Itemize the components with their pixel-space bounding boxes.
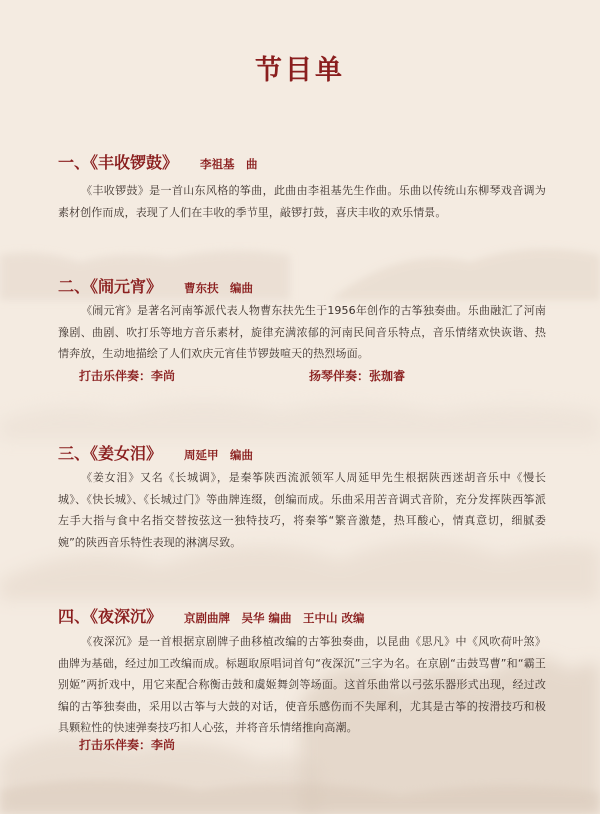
percussion-accompanist: 打击乐伴奏：李尚 — [79, 369, 176, 383]
program-number: 二、 — [58, 277, 91, 296]
yangqin-accompanist: 扬琴伴奏：张珈睿 — [309, 369, 406, 383]
program-number: 四、 — [58, 607, 91, 626]
program-name: 《丰收锣鼓》 — [90, 153, 179, 172]
page-title: 节目单 — [255, 55, 345, 86]
program-number: 三、 — [58, 444, 91, 463]
program-credit: 曹东扶 编曲 — [184, 281, 254, 295]
program-heading — [58, 274, 253, 297]
program-name: 《闹元宵》 — [90, 277, 163, 296]
program-name: 《夜深沉》 — [90, 607, 163, 626]
program-credit: 周延甲 编曲 — [184, 448, 254, 462]
program-description: 《夜深沉》是一首根据京剧牌子曲移植改编的古筝独奏曲，以昆曲《思凡》中《风吹荷叶煞》曲牌为基础，经过加工改编而成。标题取原唱词首句“夜深沉”三字为名。在京剧“击鼓骂曹”和“霸王别姬”两折戏中，用它来配合称衡击鼓和虞姬舞剑等场面。这首乐曲常以弓弦乐器形式出现，经过改编的古筝独奏曲，采用以古筝与大鼓的对话，使音乐感伤而不失犀利，尤其是古筝的按滑技巧和极具颗粒性的快速弹奏技巧扣人心弦，并将音乐情绪推向高潮。 — [58, 635, 546, 734]
program-credit: 李祖基 曲 — [200, 157, 258, 171]
program-name: 《姜女泪》 — [90, 444, 163, 463]
program-heading — [58, 441, 253, 464]
percussion-accompanist: 打击乐伴奏：李尚 — [79, 738, 176, 752]
program-description: 《丰收锣鼓》是一首山东风格的筝曲，此曲由李祖基先生作曲。乐曲以传统山东柳琴戏音调为素材创作而成，表现了人们在丰收的季节里，敲锣打鼓，喜庆丰收的欢乐情景。 — [58, 184, 546, 219]
program-heading — [58, 604, 365, 627]
program-credit: 京剧曲牌 吴华 编曲 王中山 改编 — [184, 611, 365, 625]
program-number: 一、 — [58, 153, 91, 172]
program-description: 《闹元宵》是著名河南筝派代表人物曹东扶先生于1956年创作的古筝独奏曲。乐曲融汇了河南豫剧、曲剧、吹打乐等地方音乐素材，旋律充满浓郁的河南民间音乐特点，音乐情绪欢快诙谐、热情奔放，生动地描绘了人们欢庆元宵佳节锣鼓喧天的热烈场面。 — [58, 304, 546, 360]
program-description: 《姜女泪》又名《长城调》，是秦筝陕西流派领军人周延甲先生根据陕西迷胡音乐中《慢长城》、《快长城》、《长城过门》等曲牌连缀，创编而成。乐曲采用苦音调式音阶，充分发挥陕西筝派左手大指与食中名指交替按弦这一独特技巧，将秦筝“繁音激楚，热耳酸心，情真意切，细腻委婉”的陕西音乐特性表现的淋漓尽致。 — [58, 471, 546, 549]
program-heading — [58, 150, 258, 173]
